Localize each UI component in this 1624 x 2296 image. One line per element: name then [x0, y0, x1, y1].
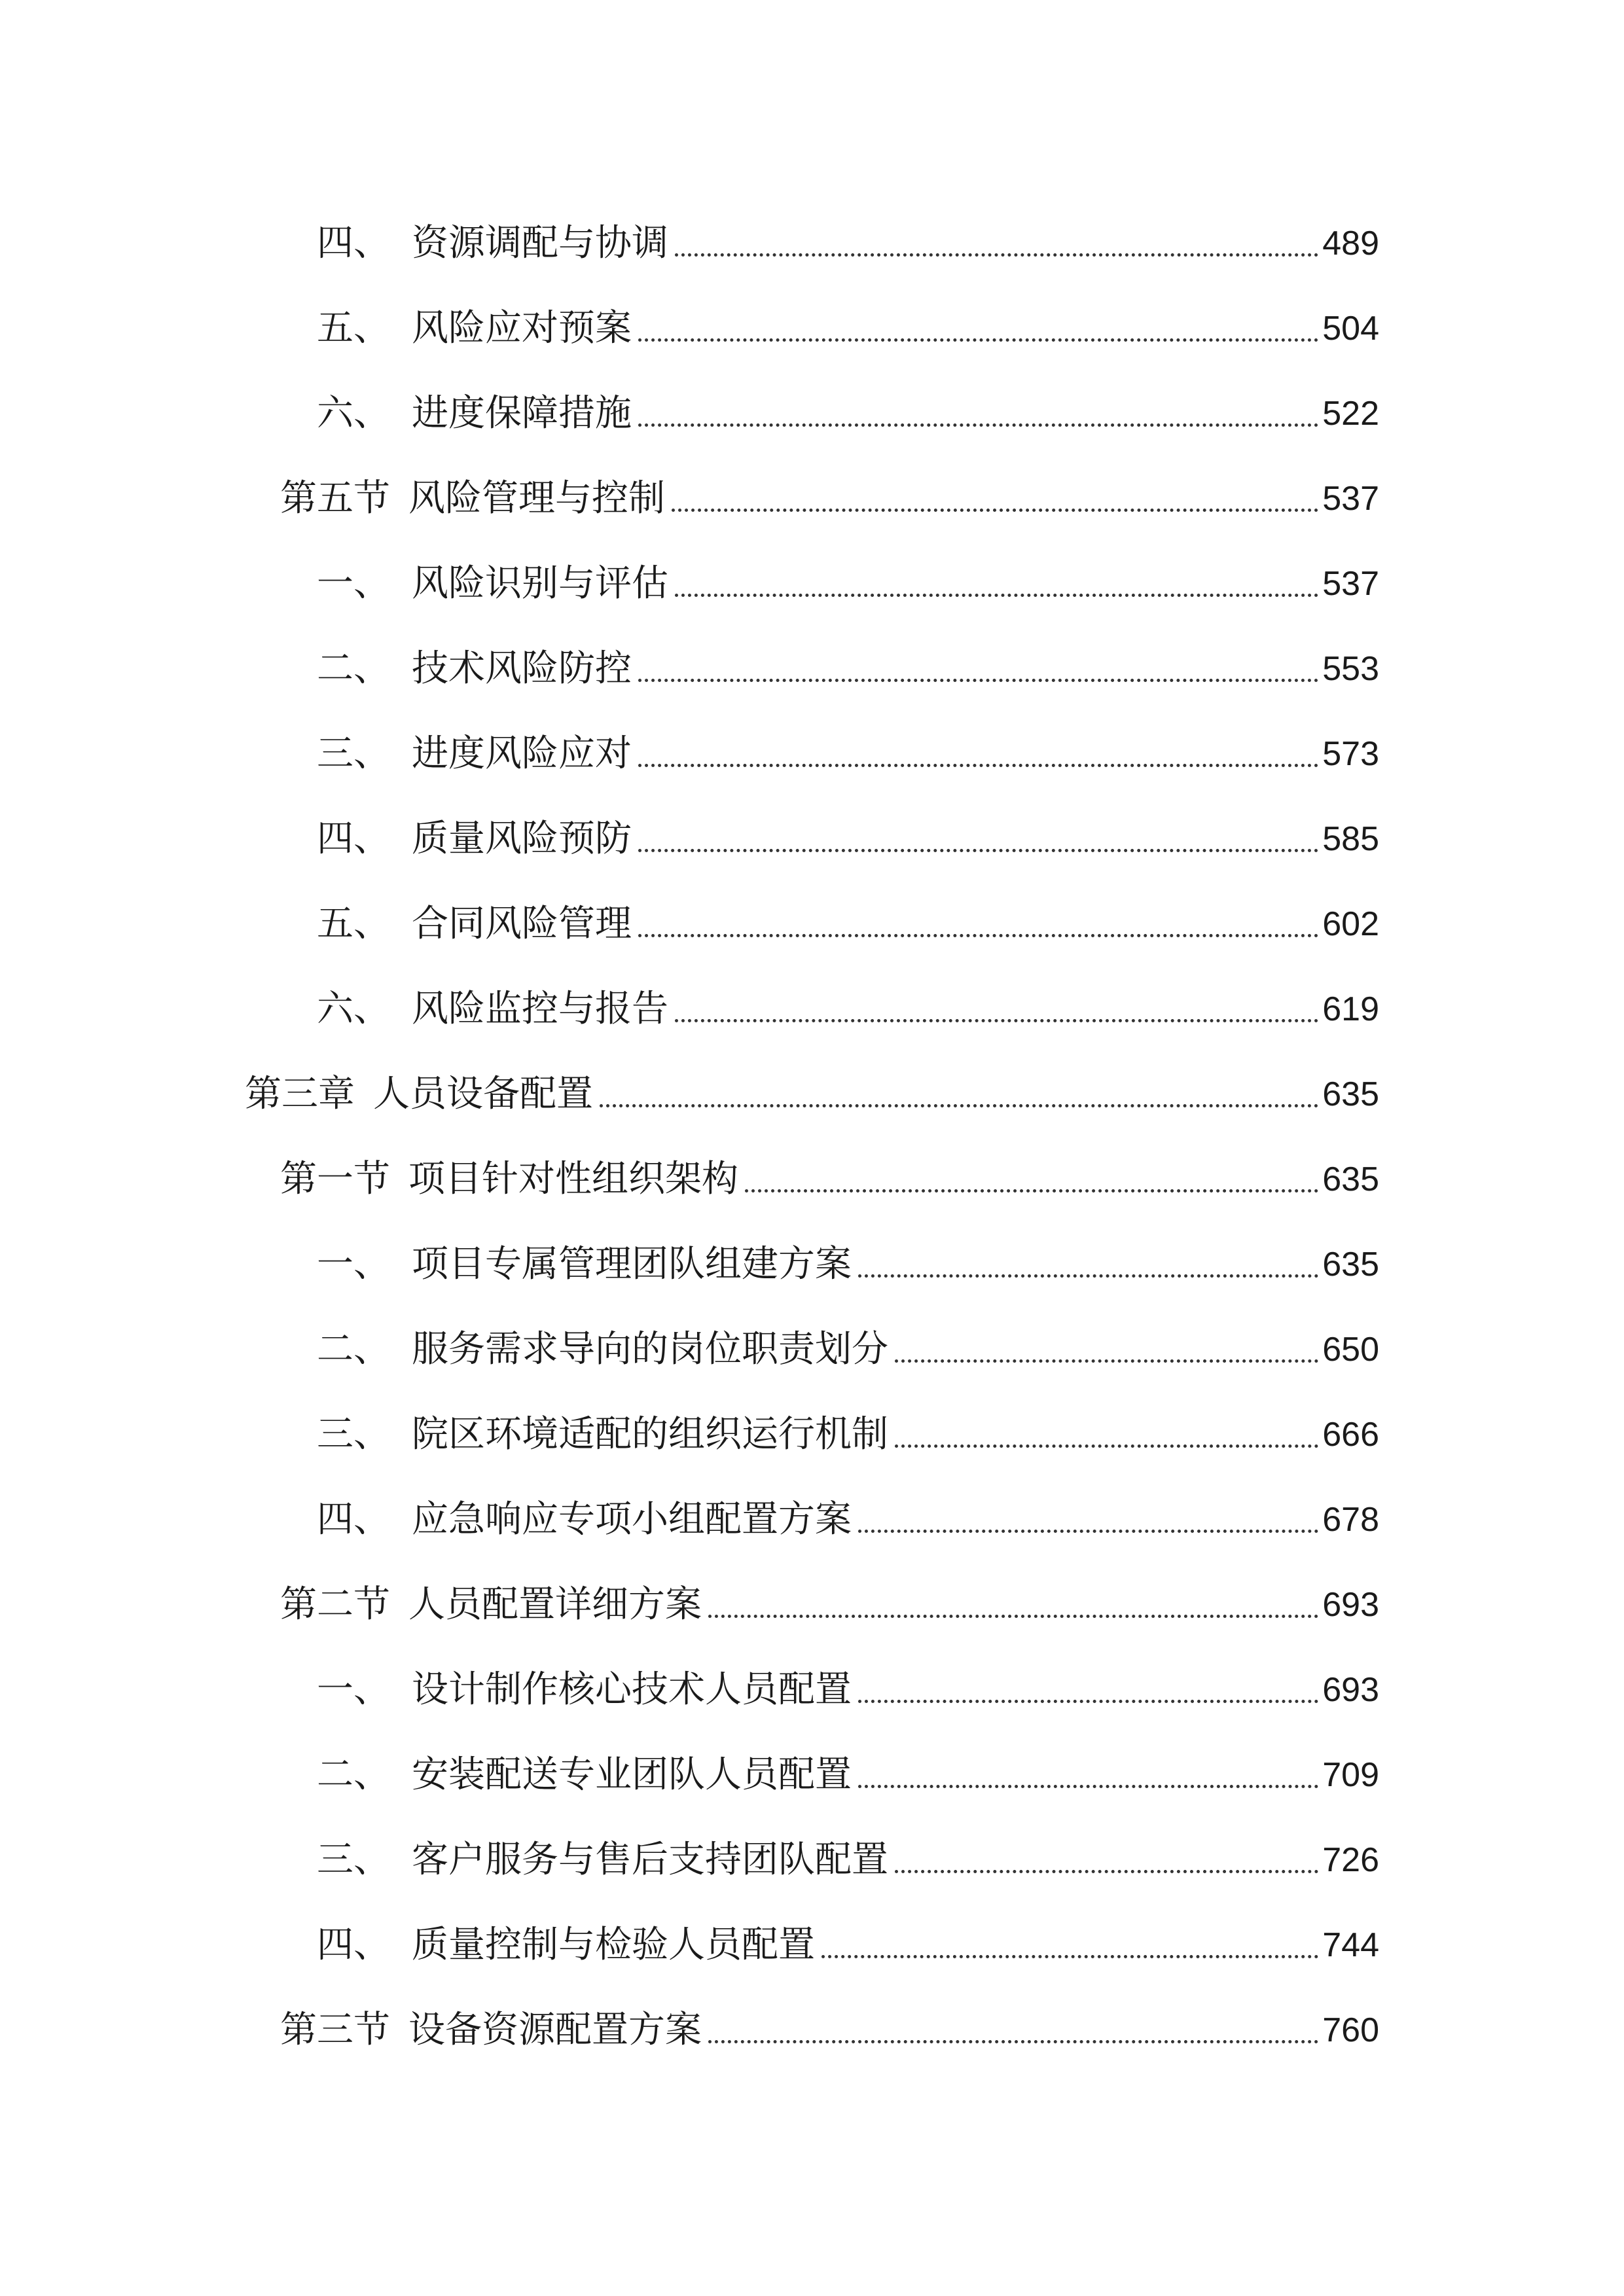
toc-entry-title: 客户服务与售后支持团队配置 [412, 1839, 888, 1881]
toc-entry-page: 553 [1322, 650, 1379, 688]
toc-entry-page: 585 [1322, 820, 1379, 858]
toc-entry[interactable] [317, 1906, 1379, 1971]
dot-leader [675, 253, 1318, 257]
toc-entry[interactable] [317, 545, 1379, 610]
toc-entry[interactable] [317, 1821, 1379, 1886]
dot-leader [858, 1785, 1318, 1788]
toc-entry[interactable] [317, 800, 1379, 865]
toc-entry-page: 693 [1322, 1586, 1379, 1624]
dot-leader [638, 679, 1318, 682]
toc-entry-page: 602 [1322, 905, 1379, 943]
toc-entry-number: 三、 [317, 732, 390, 775]
toc-entry[interactable] [317, 1395, 1379, 1461]
toc-entry-page: 619 [1322, 990, 1379, 1028]
toc-entry-title: 设计制作核心技术人员配置 [412, 1668, 852, 1711]
toc-entry[interactable] [317, 374, 1379, 440]
dot-leader [638, 934, 1318, 937]
dot-leader [745, 1189, 1318, 1193]
dot-leader [675, 594, 1318, 597]
dot-leader [895, 1870, 1318, 1873]
dot-leader [858, 1530, 1318, 1533]
toc-entry[interactable] [317, 1480, 1379, 1546]
toc-entry-title: 人员配置详细方案 [408, 1583, 702, 1626]
dot-leader [895, 1359, 1318, 1363]
dot-leader [600, 1104, 1318, 1107]
toc-entry-title: 院区环境适配的组织运行机制 [412, 1413, 888, 1456]
dot-leader [708, 2040, 1318, 2043]
dot-leader [858, 1700, 1318, 1703]
toc-entry[interactable] [317, 289, 1379, 355]
toc-entry-page: 693 [1322, 1671, 1379, 1709]
toc-entry[interactable] [317, 630, 1379, 695]
dot-leader [858, 1274, 1318, 1278]
toc-entry-page: 744 [1322, 1926, 1379, 1964]
dot-leader [672, 509, 1318, 512]
toc-entry-title: 安装配送专业团队人员配置 [412, 1753, 852, 1796]
toc-entry[interactable] [317, 1736, 1379, 1801]
toc-entry[interactable] [317, 885, 1379, 950]
toc-entry-title: 应急响应专项小组配置方案 [412, 1498, 852, 1541]
toc-entry-title: 进度风险应对 [412, 732, 632, 775]
toc-entry-page: 635 [1322, 1160, 1379, 1198]
toc-entry-number: 四、 [317, 1924, 390, 1966]
toc-entry-page: 650 [1322, 1331, 1379, 1369]
toc-entry-title: 质量控制与检验人员配置 [412, 1924, 815, 1966]
toc-entry-number: 一、 [317, 1668, 390, 1711]
toc-entry[interactable] [245, 1055, 1379, 1121]
toc-entry-number: 五、 [317, 307, 390, 350]
toc-entry-number: 二、 [317, 1328, 390, 1371]
dot-leader [895, 1444, 1318, 1448]
toc-entry-title: 风险识别与评估 [412, 562, 668, 605]
toc-entry[interactable] [317, 1225, 1379, 1291]
toc-entry-page: 709 [1322, 1756, 1379, 1794]
dot-leader [821, 1955, 1318, 1958]
toc-entry-number: 第一节 [280, 1158, 390, 1200]
toc-entry-page: 537 [1322, 565, 1379, 603]
toc-entry[interactable] [280, 459, 1379, 525]
toc-entry-number: 二、 [317, 1753, 390, 1796]
toc-entry[interactable] [317, 204, 1379, 270]
toc-entry-page: 666 [1322, 1416, 1379, 1454]
toc-entry-number: 六、 [317, 392, 390, 435]
toc-entry-title: 风险应对预案 [412, 307, 632, 350]
toc-entry-title: 服务需求导向的岗位职责划分 [412, 1328, 888, 1371]
toc-entry-title: 合同风险管理 [412, 903, 632, 945]
toc-entry-title: 风险监控与报告 [412, 988, 668, 1030]
toc-entry-title: 风险管理与控制 [408, 477, 665, 520]
toc-entry-page: 726 [1322, 1841, 1379, 1879]
toc-entry-page: 537 [1322, 480, 1379, 518]
dot-leader [638, 338, 1318, 342]
toc-entry-number: 第三章 [245, 1073, 355, 1115]
toc-entry-number: 第三节 [280, 2009, 390, 2051]
toc-entry-page: 522 [1322, 395, 1379, 433]
toc-entry[interactable] [317, 715, 1379, 780]
toc-entry-number: 一、 [317, 1243, 390, 1285]
toc-entry-number: 第五节 [280, 477, 390, 520]
toc-entry-title: 质量风险预防 [412, 817, 632, 860]
toc-entry[interactable] [280, 1991, 1379, 2056]
dot-leader [708, 1615, 1318, 1618]
toc-entry-number: 四、 [317, 222, 390, 264]
toc-entry-number: 三、 [317, 1839, 390, 1881]
toc-entry-title: 项目专属管理团队组建方案 [412, 1243, 852, 1285]
dot-leader [638, 423, 1318, 427]
dot-leader [638, 849, 1318, 852]
toc-entry-page: 573 [1322, 735, 1379, 773]
toc-entry-title: 技术风险防控 [412, 647, 632, 690]
toc-entry-number: 一、 [317, 562, 390, 605]
dot-leader [675, 1019, 1318, 1022]
toc-entry[interactable] [317, 1651, 1379, 1716]
toc-entry[interactable] [280, 1566, 1379, 1631]
toc-entry-title: 人员设备配置 [373, 1073, 593, 1115]
toc-entry-page: 760 [1322, 2011, 1379, 2049]
toc-entry-page: 489 [1322, 224, 1379, 262]
toc-entry-number: 第二节 [280, 1583, 390, 1626]
toc-entry-number: 二、 [317, 647, 390, 690]
toc-entry-page: 678 [1322, 1501, 1379, 1539]
toc-entry-title: 设备资源配置方案 [408, 2009, 702, 2051]
toc-entry[interactable] [317, 1310, 1379, 1376]
toc-entry-title: 资源调配与协调 [412, 222, 668, 264]
toc-entry-page: 504 [1322, 310, 1379, 348]
toc-entry-title: 进度保障措施 [412, 392, 632, 435]
toc-entry-title: 项目针对性组织架构 [408, 1158, 738, 1200]
toc-entry[interactable] [280, 1140, 1379, 1206]
toc-entry-number: 五、 [317, 903, 390, 945]
toc-entry-page: 635 [1322, 1246, 1379, 1283]
toc-entry[interactable] [317, 970, 1379, 1035]
toc-entry-number: 六、 [317, 988, 390, 1030]
toc-entry-number: 三、 [317, 1413, 390, 1456]
dot-leader [638, 764, 1318, 767]
toc-entry-number: 四、 [317, 817, 390, 860]
toc-entry-number: 四、 [317, 1498, 390, 1541]
toc-entry-page: 635 [1322, 1075, 1379, 1113]
